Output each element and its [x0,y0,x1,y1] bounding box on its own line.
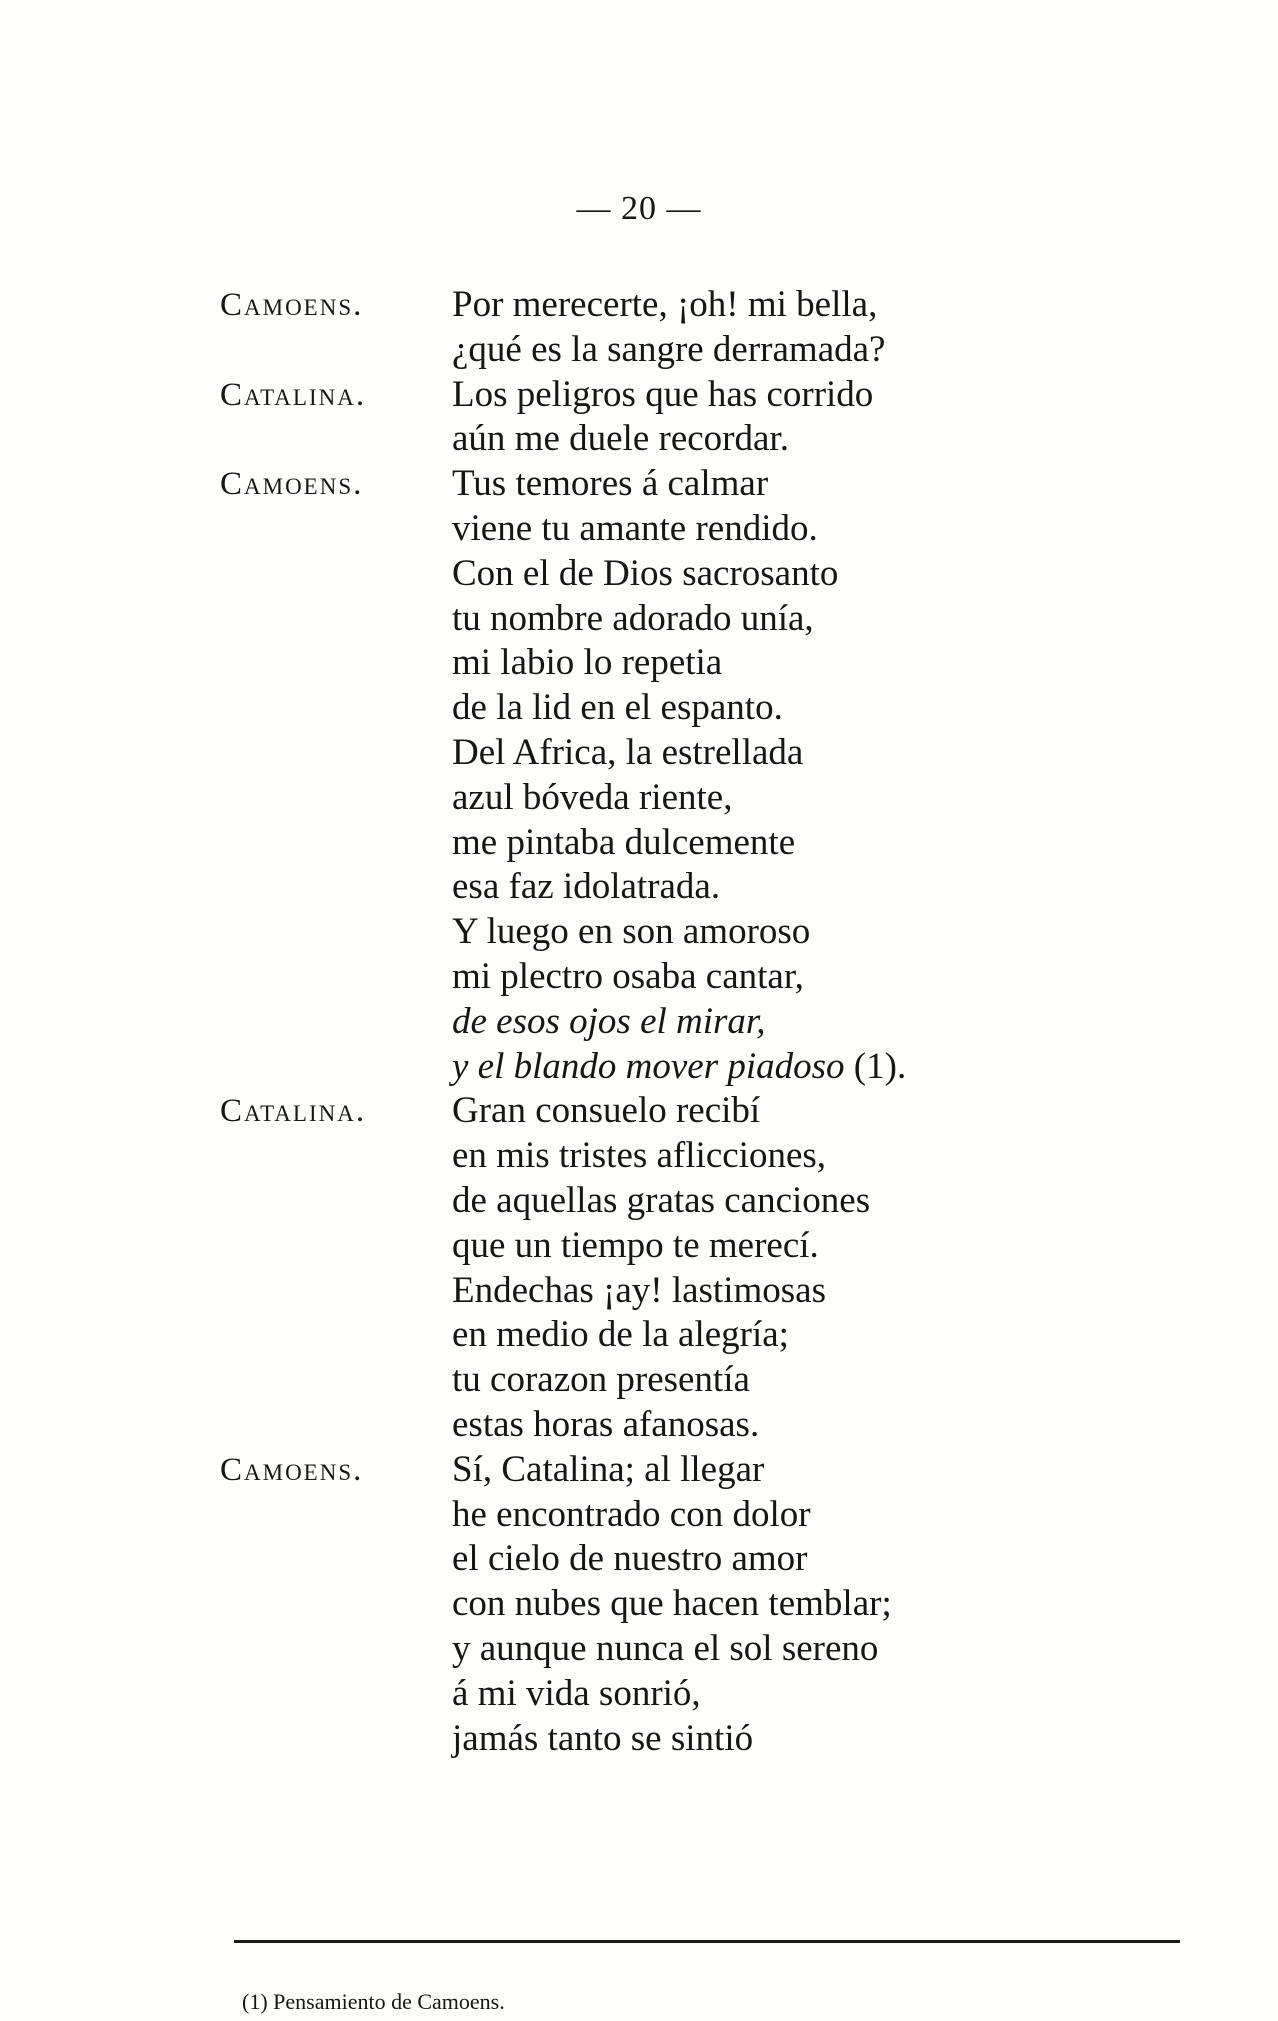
verse-text [452,328,885,373]
verse-text [452,597,814,642]
verse-words: esa faz idolatrada. [452,866,721,908]
verse-line [0,955,1278,1000]
speaker-name: Camoens. [220,1451,364,1488]
verse-words: estas horas afanosas. [452,1403,760,1445]
verse-words: tu corazon presentía [452,1359,750,1401]
verse-words: he encontrado con dolor [452,1493,811,1535]
verse-words: de esos ojos el mirar, [452,1000,766,1042]
verse-words: Endechas ¡ay! lastimosas [452,1269,826,1311]
verse-text [452,910,810,955]
verse-block [0,283,1278,1761]
verse-line [0,373,1278,418]
verse-line [0,283,1278,328]
verse-text [452,1000,765,1045]
verse-line [0,462,1278,507]
footnote-marker: (1). [844,1045,907,1087]
verse-text [452,1134,826,1179]
verse-text [452,1537,807,1582]
verse-line [0,1537,1278,1582]
verse-words: Los peligros que has corrido [452,373,874,415]
verse-text [452,1179,870,1224]
verse-line [0,1672,1278,1717]
verse-line [0,1448,1278,1493]
speaker-name: Camoens. [220,466,364,503]
verse-line [0,1493,1278,1538]
verse-words: en mis tristes aflicciones, [452,1135,827,1177]
verse-line [0,1134,1278,1179]
verse-text [452,1269,826,1314]
verse-line [0,507,1278,552]
verse-line [0,865,1278,910]
verse-text [452,462,768,507]
verse-text [452,1627,878,1672]
verse-words: jamás tanto se sintió [452,1717,754,1759]
verse-text [452,1448,764,1493]
verse-line [0,776,1278,821]
verse-line [0,1717,1278,1762]
verse-line [0,1089,1278,1134]
verse-text [452,821,795,866]
verse-line [0,910,1278,955]
verse-text [452,865,720,910]
verse-text [452,373,873,418]
verse-line [0,1403,1278,1448]
verse-words: Gran consuelo recibí [452,1090,761,1132]
verse-text [452,552,838,597]
verse-line [0,1582,1278,1627]
verse-line [0,686,1278,731]
verse-text [452,507,818,552]
verse-text [452,417,789,462]
verse-text [452,1358,750,1403]
verse-line [0,1358,1278,1403]
verse-line [0,1045,1278,1090]
verse-words: Tus temores á calmar [452,463,769,505]
footnote: (1) Pensamiento de Camoens. [242,1989,505,2014]
verse-text [452,1313,789,1358]
verse-words: con nubes que hacen temblar; [452,1583,892,1625]
verse-text [452,955,804,1000]
verse-words: y aunque nunca el sol sereno [452,1627,879,1669]
verse-line [0,1224,1278,1269]
verse-words: Del Africa, la estrellada [452,731,804,773]
verse-line [0,417,1278,462]
verse-line [0,552,1278,597]
verse-text [452,1717,753,1762]
verse-line [0,597,1278,642]
verse-words: me pintaba dulcemente [452,821,796,863]
verse-text [452,1582,892,1627]
verse-text [452,1672,701,1717]
verse-text [452,731,803,776]
verse-words: el cielo de nuestro amor [452,1538,808,1580]
speaker-name: Camoens. [220,287,364,323]
verse-line [0,1313,1278,1358]
verse-words: Con el de Dios sacrosanto [452,552,839,594]
verse-text [452,1224,819,1269]
verse-text [452,686,783,731]
verse-words: y el blando mover piadoso [452,1045,845,1087]
verse-words: mi plectro osaba cantar, [452,955,804,997]
verse-line [0,821,1278,866]
verse-text [452,641,722,686]
verse-words: viene tu amante rendido. [452,507,818,549]
verse-words: de aquellas gratas canciones [452,1179,871,1221]
verse-line [0,1269,1278,1314]
footnote-rule [234,1940,1180,1943]
verse-text [452,1403,759,1448]
verse-line [0,731,1278,776]
verse-words: tu nombre adorado unía, [452,597,814,639]
speaker-name: Catalina. [220,376,367,413]
verse-line [0,641,1278,686]
speaker-name: Catalina. [220,1093,367,1130]
verse-words: á mi vida sonrió, [452,1672,701,1714]
verse-words: Por merecerte, ¡oh! mi bella, [452,284,878,325]
verse-words: Sí, Catalina; al llegar [452,1448,765,1490]
verse-text [452,776,732,821]
verse-text [452,283,877,328]
verse-words: Y luego en son amoroso [452,911,811,953]
verse-words: de la lid en el espanto. [452,687,783,729]
verse-line [0,1000,1278,1045]
verse-text [452,1089,760,1134]
page-number: — 20 — [576,190,702,227]
verse-words: que un tiempo te merecí. [452,1224,819,1266]
verse-words: mi labio lo repetia [452,642,723,684]
verse-words: aún me duele recordar. [452,418,789,460]
verse-words: en medio de la alegría; [452,1314,789,1356]
verse-line [0,328,1278,373]
verse-words: azul bóveda riente, [452,776,733,818]
verse-line [0,1627,1278,1672]
verse-words: ¿qué es la sangre derramada? [452,328,886,370]
verse-text [452,1045,906,1090]
verse-line [0,1179,1278,1224]
verse-text [452,1493,811,1538]
